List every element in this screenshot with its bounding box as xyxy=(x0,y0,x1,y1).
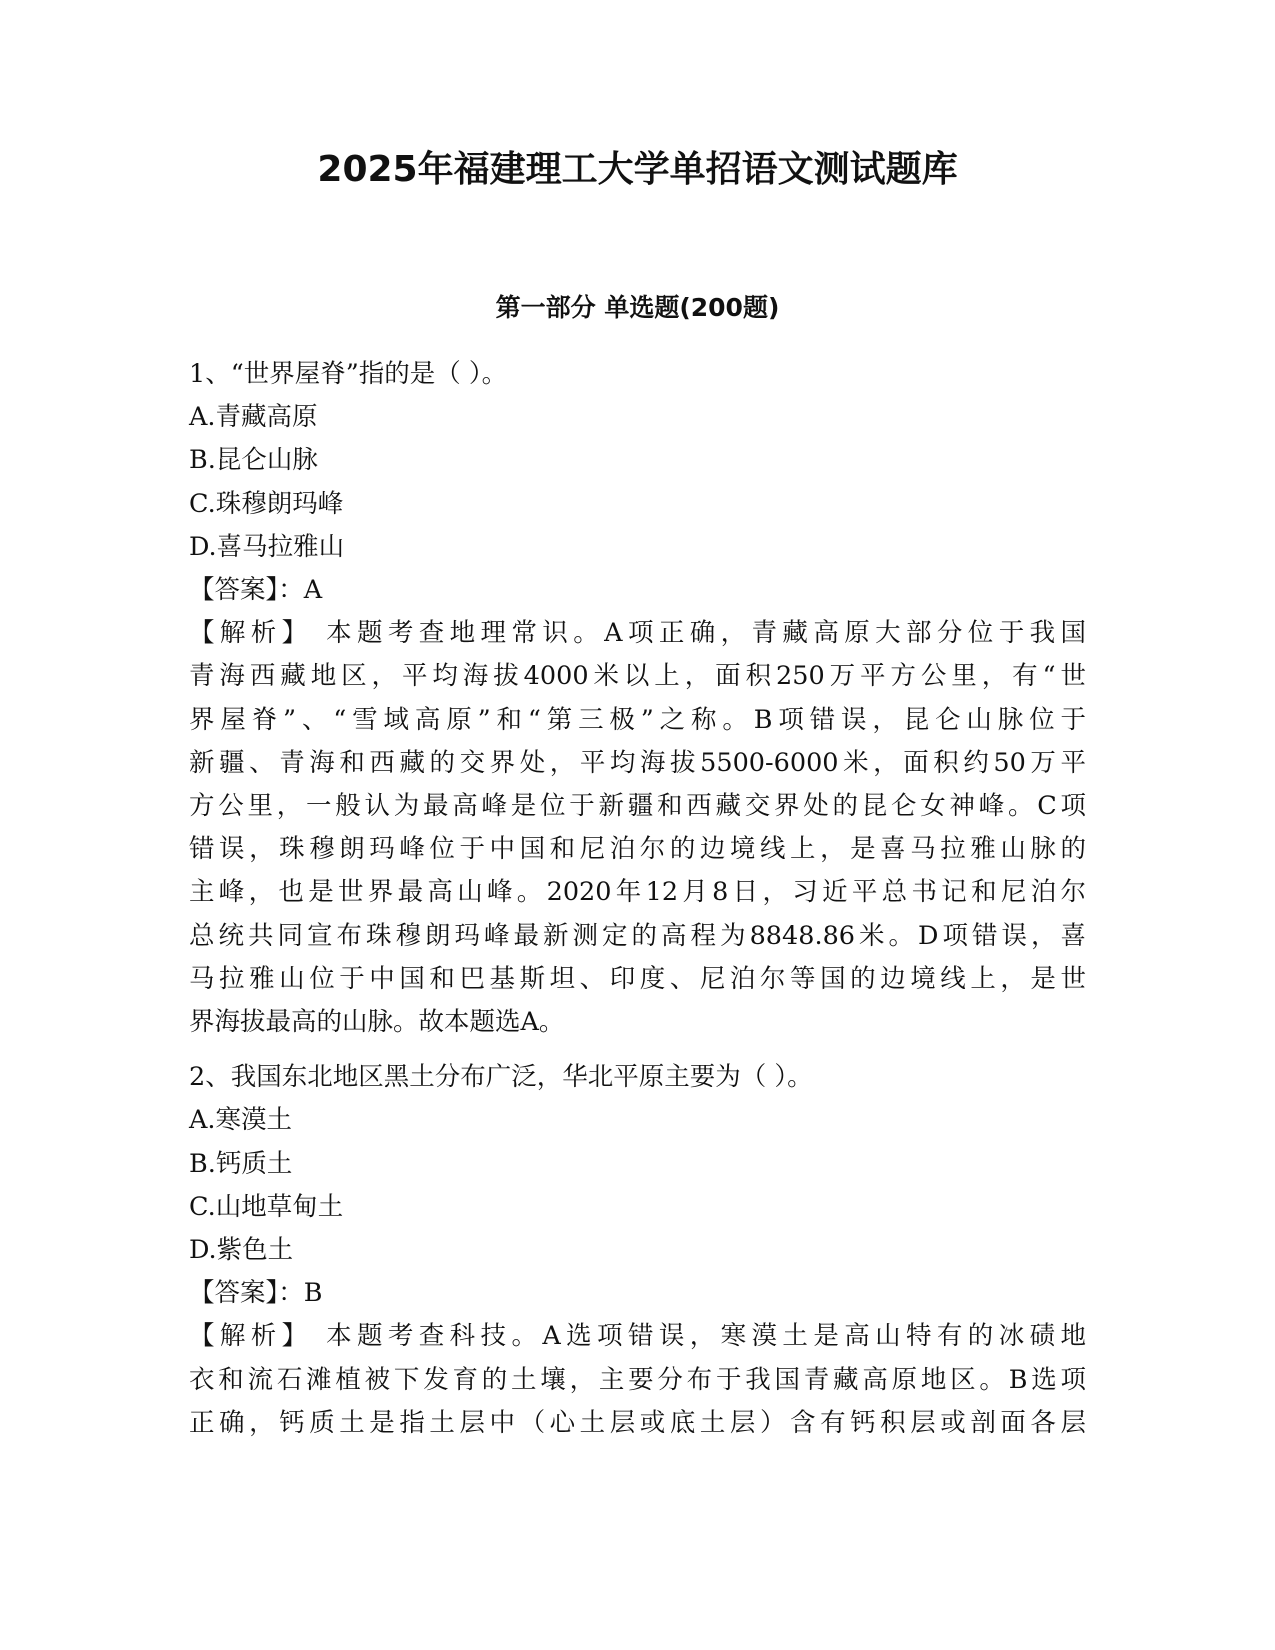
explanation-line: 主峰，也是世界最高山峰。2020年12月8日，习近平总书记和尼泊尔 xyxy=(189,877,1086,908)
explanation-line: 【解析】 本题考查地理常识。A项正确，青藏高原大部分位于我国 xyxy=(189,618,1086,649)
explanation-line: 正确，钙质土是指土层中（心土层或底土层）含有钙积层或剖面各层 xyxy=(189,1407,1086,1438)
explanation-line: 总统共同宣布珠穆朗玛峰最新测定的高程为8848.86米。D项错误，喜 xyxy=(189,920,1086,951)
explanation-line: 马拉雅山位于中国和巴基斯坦、印度、尼泊尔等国的边境线上，是世 xyxy=(189,963,1086,994)
explanation-line: 界屋脊”、“雪域高原”和“第三极”之称。B项错误，昆仑山脉位于 xyxy=(189,704,1086,735)
option-c: C.山地草甸土 xyxy=(189,1191,344,1222)
answer: 【答案】：B xyxy=(189,1278,323,1309)
question-stem: 2、我国东北地区黑土分布广泛，华北平原主要为（ ）。 xyxy=(189,1062,813,1093)
answer: 【答案】：A xyxy=(189,575,323,606)
explanation xyxy=(189,612,1086,1044)
explanation-line: 界海拔最高的山脉。故本题选A。 xyxy=(189,1007,565,1038)
option-b: B.钙质土 xyxy=(189,1148,293,1179)
question-1 xyxy=(189,353,1086,1044)
page-title: 2025年福建理工大学单招语文测试题库 xyxy=(317,149,958,190)
explanation-line: 衣和流石滩植被下发育的土壤，主要分布于我国青藏高原地区。B选项 xyxy=(189,1364,1086,1395)
explanation-line: 错误，珠穆朗玛峰位于中国和尼泊尔的边境线上，是喜马拉雅山脉的 xyxy=(189,834,1086,865)
explanation-line: 【解析】 本题考查科技。A选项错误，寒漠土是高山特有的冰碛地 xyxy=(189,1321,1086,1352)
explanation-line: 青海西藏地区，平均海拔4000米以上，面积250万平方公里，有“世 xyxy=(189,661,1086,692)
explanation-line: 新疆、青海和西藏的交界处，平均海拔5500-6000米，面积约50万平 xyxy=(189,747,1086,778)
option-a: A.寒漠土 xyxy=(189,1105,293,1136)
question-list xyxy=(189,353,1086,1445)
option-b: B.昆仑山脉 xyxy=(189,445,318,476)
option-a: A.青藏高原 xyxy=(189,402,318,433)
section-title: 第一部分 单选题(200题) xyxy=(495,293,780,322)
explanation-line: 方公里，一般认为最高峰是位于新疆和西藏交界处的昆仑女神峰。C项 xyxy=(189,791,1086,822)
option-c: C.珠穆朗玛峰 xyxy=(189,488,344,519)
explanation xyxy=(189,1315,1086,1445)
option-d: D.喜马拉雅山 xyxy=(189,531,345,562)
question-stem: 1、“世界屋脊”指的是（ ）。 xyxy=(189,359,508,389)
option-d: D.紫色土 xyxy=(189,1235,294,1266)
question-2 xyxy=(189,1056,1086,1445)
